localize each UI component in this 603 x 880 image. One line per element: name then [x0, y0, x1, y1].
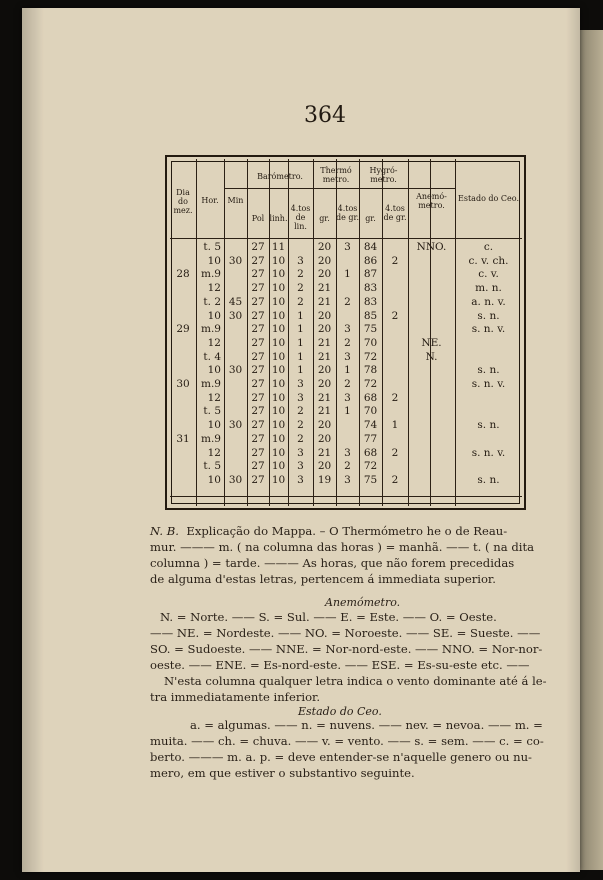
table-cell-hg: 74: [363, 419, 378, 432]
table-cell-ceo: s. n.: [477, 364, 500, 377]
table-cell-tg: 20: [317, 419, 332, 432]
table-cell-hg: 83: [363, 282, 378, 295]
table-cell-hor: t. 4: [203, 350, 221, 363]
table-cell-ceo: a. n. v.: [471, 295, 506, 308]
header-quartos-gr-t: 4.tos de gr.: [336, 204, 360, 222]
table-cell-q: 2: [297, 432, 304, 445]
table-cell-min: 30: [228, 254, 243, 267]
table-cell-tg: 21: [317, 336, 332, 349]
table-cell-hg: 87: [363, 268, 378, 281]
anemometro-line-4: oeste. —— ENE. = Es-nord-este. —— ESE. = Es-su-este etc. ——: [150, 658, 530, 672]
table-cell-linh: 10: [271, 446, 286, 459]
table-cell-hq: 2: [391, 309, 399, 322]
note-line-3: columna ) = tarde. ——— As horas, que não forem precedidas: [150, 556, 515, 570]
table-cell-q: 3: [297, 473, 304, 486]
table-cell-hor: 10: [207, 419, 221, 432]
table-cell-hg: 68: [363, 391, 378, 404]
table-cell-hor: 12: [207, 391, 221, 404]
estado-line-4: mero, em que estiver o substantivo seguinte.: [150, 766, 415, 780]
table-cell-q: 1: [297, 350, 304, 363]
table-cell-ceo: m. n.: [475, 282, 502, 295]
table-cell-tg: 20: [317, 241, 332, 253]
table-cell-hg: 72: [363, 378, 378, 390]
table-cell-ceo: s. n. v.: [471, 323, 506, 336]
table-cell-pol: 27: [251, 446, 265, 459]
table-cell-hor: t. 5: [203, 405, 221, 418]
table-cell-hg: 85: [363, 309, 378, 322]
table-cell-tg: 20: [317, 364, 332, 377]
table-cell-hg: 86: [363, 254, 378, 267]
table-cell-hq: 2: [391, 473, 399, 486]
table-cell-tg: 21: [317, 391, 332, 404]
table-cell-hor: 12: [207, 446, 221, 459]
table-cell-hor: m.9: [201, 378, 221, 390]
table-cell-pol: 27: [251, 378, 265, 390]
table-cell-hg: 84: [363, 241, 378, 253]
table-cell-hor: t. 2: [203, 295, 221, 308]
table-cell-q: 3: [297, 446, 304, 459]
table-cell-tg: 20: [317, 460, 332, 473]
table-cell-dia: 30: [176, 378, 190, 390]
table-cell-hg: 77: [363, 432, 378, 445]
table-cell-pol: 27: [251, 460, 265, 473]
table-cell-linh: 10: [271, 350, 286, 363]
estado-line-3: berto. ——— m. a. p. = deve entender-se n'aquelle genero ou nu-: [150, 750, 532, 764]
table-cell-q: 1: [297, 336, 304, 349]
table-cell-linh: 10: [271, 419, 286, 432]
table-cell-hg: 75: [363, 323, 378, 336]
table-cell-min: 30: [228, 473, 243, 486]
note-line-4: de alguma d'estas letras, pertencem á immediata superior.: [150, 572, 496, 586]
table-cell-ceo: s. n.: [477, 309, 500, 322]
nb-label: N. B.: [150, 524, 179, 538]
table-cell-hor: m.9: [201, 432, 221, 445]
table-column-rule: [224, 159, 225, 506]
table-cell-q: 1: [297, 364, 304, 377]
table-cell-pol: 27: [251, 350, 265, 363]
note-text: Explicação do Mappa. – O Thermómetro he o de Reau-: [186, 524, 508, 538]
table-cell-min: 30: [228, 309, 243, 322]
table-cell-linh: 10: [271, 282, 286, 295]
table-cell-linh: 10: [271, 323, 286, 336]
table-cell-tg: 19: [317, 473, 332, 486]
table-cell-q: 1: [297, 323, 304, 336]
table-cell-ceo: s. n. v.: [471, 446, 506, 459]
table-cell-tq: 3: [344, 473, 351, 486]
header-pol: Pol: [251, 214, 265, 223]
header-dia: Dia do mez.: [173, 188, 193, 215]
header-min: Min: [227, 196, 244, 205]
table-cell-linh: 11: [271, 241, 286, 253]
estado-line-1: a. = algumas. —— n. = nuvens. —— nev. = nevoa. —— m. =: [190, 718, 543, 732]
table-cell-tg: 20: [317, 323, 332, 336]
anemometro-line-2: —— NE. = Nordeste. —— NO. = Noroeste. —— SE. = Sueste. ——: [150, 626, 541, 640]
header-thermometro: Thermó metro.: [320, 166, 352, 184]
header-gr-t: gr.: [319, 214, 330, 223]
table-cell-linh: 10: [271, 268, 286, 281]
table-cell-hg: 72: [363, 350, 378, 363]
table-cell-pol: 27: [251, 282, 265, 295]
table-cell-tg: 20: [317, 254, 332, 267]
table-cell-hg: 70: [363, 336, 378, 349]
table-cell-tg: 21: [317, 405, 332, 418]
table-cell-pol: 27: [251, 473, 265, 486]
table-cell-tg: 21: [317, 282, 332, 295]
table-cell-tq: 2: [344, 336, 351, 349]
table-cell-q: 2: [297, 419, 304, 432]
table-cell-anem: N.: [425, 350, 438, 363]
table-cell-tg: 20: [317, 378, 332, 390]
table-cell-hq: 2: [391, 254, 399, 267]
table-cell-hg: 78: [363, 364, 378, 377]
table-cell-tq: 2: [344, 460, 351, 473]
table-cell-tq: 2: [344, 378, 351, 390]
table-cell-hq: 2: [391, 446, 399, 459]
table-cell-tg: 20: [317, 309, 332, 322]
anemometro-title: Anemómetro.: [325, 596, 401, 609]
table-cell-hor: 10: [207, 254, 221, 267]
table-cell-pol: 27: [251, 405, 265, 418]
table-cell-pol: 27: [251, 432, 265, 445]
table-cell-pol: 27: [251, 336, 265, 349]
table-cell-dia: 31: [176, 432, 190, 445]
header-barometro: Barómetro.: [257, 172, 303, 181]
table-cell-hor: m.9: [201, 268, 221, 281]
table-cell-ceo: c. v.: [478, 268, 499, 281]
table-cell-tg: 20: [317, 268, 332, 281]
table-cell-pol: 27: [251, 419, 265, 432]
table-cell-q: 2: [297, 405, 304, 418]
table-cell-pol: 27: [251, 364, 265, 377]
table-cell-q: 2: [297, 282, 304, 295]
table-cell-pol: 27: [251, 295, 265, 308]
table-cell-linh: 10: [271, 378, 286, 390]
table-cell-linh: 10: [271, 405, 286, 418]
table-cell-ceo: c.: [483, 241, 494, 253]
table-cell-linh: 10: [271, 295, 286, 308]
table-cell-hq: 1: [391, 419, 399, 432]
table-column-rule: [408, 159, 409, 506]
table-cell-anem: NNO.: [416, 241, 447, 253]
anemometro-line-1: N. = Norte. —— S. = Sul. —— E. = Este. —— O. = Oeste.: [160, 610, 497, 624]
anemometro-line-3: SO. = Sudoeste. —— NNE. = Nor-nord-este. —— NNO. = Nor-nor-: [150, 642, 543, 656]
page-number: 364: [304, 103, 346, 128]
table-cell-linh: 10: [271, 254, 286, 267]
anemometro-line-6: tra immediatamente inferior.: [150, 690, 321, 704]
table-cell-tq: 1: [344, 364, 351, 377]
table-cell-tg: 21: [317, 295, 332, 308]
table-cell-hor: 10: [207, 309, 221, 322]
table-cell-tq: 3: [344, 323, 351, 336]
header-estado: Estado do Ceo.: [458, 194, 519, 203]
table-cell-ceo: s. n.: [477, 419, 500, 432]
table-cell-hor: 12: [207, 282, 221, 295]
table-cell-pol: 27: [251, 309, 265, 322]
table-cell-q: 3: [297, 460, 304, 473]
estado-title: Estado do Ceo.: [298, 705, 382, 718]
note-line-2: mur. ——— m. ( na columna das horas ) = manhã. —— t. ( na dita: [150, 540, 535, 554]
table-cell-pol: 27: [251, 268, 265, 281]
table-header-rule: [224, 188, 455, 189]
table-cell-min: 30: [228, 419, 243, 432]
table-cell-pol: 27: [251, 391, 265, 404]
table-cell-tg: 21: [317, 350, 332, 363]
table-cell-dia: 29: [176, 323, 190, 336]
table-cell-hg: 70: [363, 405, 378, 418]
book-edge: [580, 30, 603, 870]
table-cell-hor: 10: [207, 473, 221, 486]
note-line-1: [150, 524, 507, 539]
table-cell-tq: 1: [344, 268, 351, 281]
table-cell-tg: 21: [317, 446, 332, 459]
table-cell-hq: 2: [391, 391, 399, 404]
table-bottom-rule: [170, 496, 522, 497]
table-cell-tq: 3: [344, 391, 351, 404]
anemometro-line-5: N'esta columna qualquer letra indica o vento dominante até á le-: [164, 674, 547, 688]
table-cell-tq: 1: [344, 405, 351, 418]
table-cell-q: 2: [297, 295, 304, 308]
table-cell-linh: 10: [271, 364, 286, 377]
table-cell-tq: 3: [344, 350, 351, 363]
table-cell-pol: 27: [251, 241, 265, 253]
table-cell-hor: 10: [207, 364, 221, 377]
table-cell-ceo: c. v. ch.: [468, 254, 509, 267]
table-cell-hor: 12: [207, 336, 221, 349]
table-cell-q: 2: [297, 268, 304, 281]
table-cell-linh: 10: [271, 473, 286, 486]
table-cell-ceo: s. n.: [477, 473, 500, 486]
header-quartos-lin: 4.tos de lin.: [290, 204, 311, 231]
table-cell-linh: 10: [271, 460, 286, 473]
estado-line-2: muita. —— ch. = chuva. —— v. = vento. —— s. = sem. —— c. = co-: [150, 734, 544, 748]
table-cell-hor: t. 5: [203, 241, 221, 253]
table-cell-hg: 75: [363, 473, 378, 486]
table-cell-hg: 72: [363, 460, 378, 473]
table-cell-dia: 28: [176, 268, 190, 281]
header-hor: Hor.: [201, 196, 219, 205]
table-cell-hg: 83: [363, 295, 378, 308]
table-cell-ceo: s. n. v.: [471, 378, 506, 390]
header-anemometro: Anemó- metro.: [416, 192, 447, 210]
table-cell-hor: m.9: [201, 323, 221, 336]
table-cell-tq: 3: [344, 241, 351, 253]
header-hygrometro: Hygró- metro.: [369, 166, 398, 184]
header-gr-h: gr.: [365, 214, 376, 223]
table-cell-linh: 10: [271, 391, 286, 404]
table-header-bottom-rule: [170, 238, 522, 239]
header-quartos-gr-h: 4.tos de gr.: [383, 204, 407, 222]
table-cell-pol: 27: [251, 254, 265, 267]
header-linh: linh.: [269, 214, 288, 223]
table-cell-q: 3: [297, 378, 304, 390]
table-cell-min: 30: [228, 364, 243, 377]
table-cell-hor: t. 5: [203, 460, 221, 473]
table-cell-hg: 68: [363, 446, 378, 459]
table-cell-linh: 10: [271, 336, 286, 349]
table-cell-tg: 20: [317, 432, 332, 445]
table-cell-q: 1: [297, 309, 304, 322]
table-cell-min: 45: [228, 295, 243, 308]
table-cell-q: 3: [297, 391, 304, 404]
table-cell-anem: NE.: [421, 336, 442, 349]
table-cell-linh: 10: [271, 309, 286, 322]
table-cell-linh: 10: [271, 432, 286, 445]
table-column-rule: [430, 159, 431, 506]
table-cell-pol: 27: [251, 323, 265, 336]
table-cell-tq: 3: [344, 446, 351, 459]
table-cell-q: 3: [297, 254, 304, 267]
table-cell-tq: 2: [344, 295, 351, 308]
